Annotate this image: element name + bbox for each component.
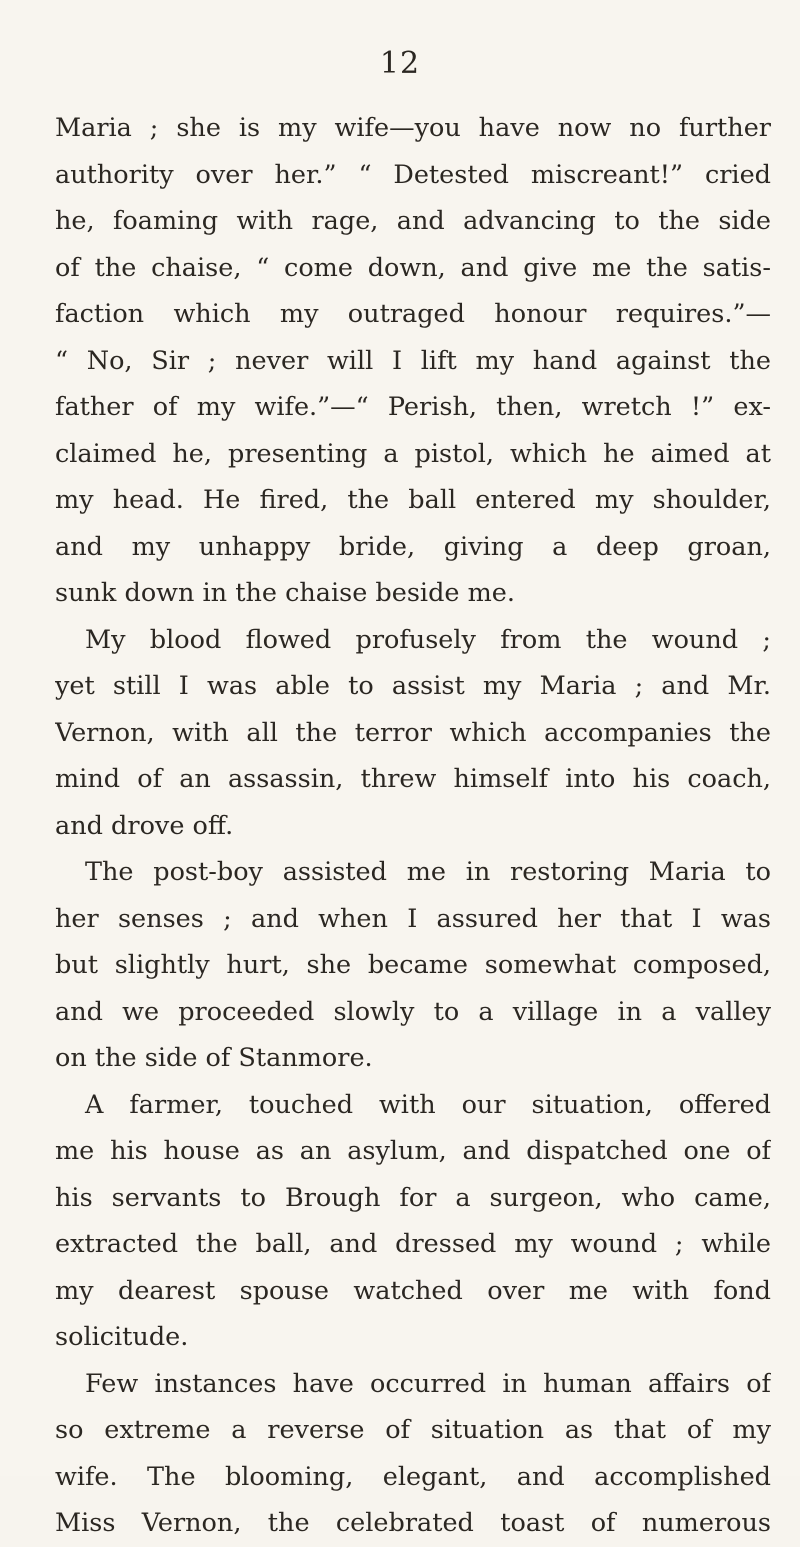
text-line: my dearest spouse watched over me with fond — [55, 1275, 771, 1306]
text-line: My blood flowed profusely from the wound ; — [85, 624, 771, 655]
text-line: and my unhappy bride, giving a deep groan, — [55, 531, 771, 562]
text-line: of the chaise, “ come down, and give me the satis- — [55, 252, 771, 283]
text-line: Few instances have occurred in human affairs of — [85, 1368, 771, 1399]
text-line: my head. He fired, the ball entered my shoulder, — [55, 485, 771, 515]
text-line: me his house as an asylum, and dispatched one of — [55, 1136, 771, 1166]
text-line: his servants to Brough for a surgeon, who came, — [55, 1182, 771, 1213]
body-text — [55, 105, 771, 1547]
text-line: “ No, Sir ; never will I lift my hand against the — [55, 345, 771, 376]
text-line: on the side of Stanmore. — [55, 1043, 373, 1073]
text-line: Miss Vernon, the celebrated toast of numerous — [55, 1508, 771, 1538]
text-line: wife. The blooming, elegant, and accomplished — [55, 1461, 771, 1492]
text-line: Maria ; she is my wife—you have now no further — [55, 113, 771, 143]
text-line: and we proceeded slowly to a village in a valley — [55, 996, 771, 1027]
text-line: A farmer, touched with our situation, offered — [85, 1089, 771, 1120]
text-line: claimed he, presenting a pistol, which he aimed at — [55, 438, 771, 469]
text-line: solicitude. — [55, 1322, 189, 1352]
text-line: and drove off. — [55, 810, 234, 841]
text-line: mind of an assassin, threw himself into his coach, — [55, 764, 771, 794]
text-line: Vernon, with all the terror which accompanies the — [55, 717, 771, 748]
text-line: authority over her.” “ Detested miscreant!” cried — [55, 159, 771, 190]
text-line: but slightly hurt, she became somewhat composed, — [55, 950, 771, 980]
text-line: yet still I was able to assist my Maria ; and Mr. — [55, 671, 771, 701]
text-line: extracted the ball, and dressed my wound ; while — [55, 1229, 771, 1259]
text-line: The post-boy assisted me in restoring Maria to — [85, 857, 771, 887]
text-line: sunk down in the chaise beside me. — [55, 578, 515, 608]
page-number: 12 — [379, 46, 421, 81]
text-line: her senses ; and when I assured her that I was — [55, 903, 771, 934]
text-line: he, foaming with rage, and advancing to the side — [55, 206, 771, 236]
text-line: father of my wife.”—“ Perish, then, wretch !” ex- — [55, 392, 771, 422]
text-line: faction which my outraged honour requires.”— — [55, 299, 771, 329]
text-line: so extreme a reverse of situation as that of my — [55, 1415, 771, 1445]
